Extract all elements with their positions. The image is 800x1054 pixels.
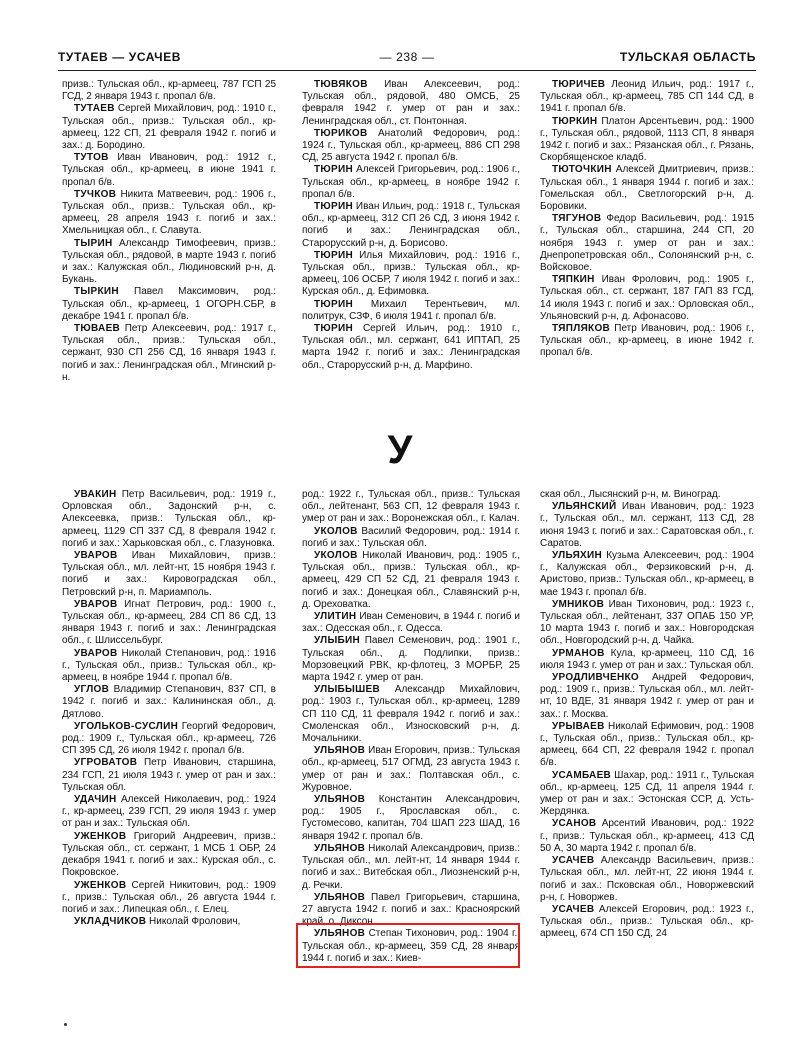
entry-details: Иван Иванович, род.: 1923 г., Тульская обл., мл. сержант, 113 СД, 28 июня 1943 г. погиб и зах.: Саратовская обл., г. Саратов. [540,501,754,549]
entry-details: Николай Ефимович, род.: 1908 г., Тульская обл., призв.: Тульская обл., кр-армеец, 664 СП, 22 февраля 1942 г. пропал б/в. [540,720,754,769]
entry-details: Василий Федорович, род.: 1914 г. погиб и зах.: Тульская обл. [302,525,520,549]
entry-surname: УКОЛОВ [314,550,358,562]
entry [540,489,754,501]
entry-surname: ТЮРКИН [552,115,598,127]
entry [62,648,276,685]
entry-details: Павел Григорьевич, старшина, 27 августа 1942 г. погиб и зах.: Красноярский край, о. Диксон. [302,891,520,928]
page-mark [64,1023,67,1026]
entry [62,79,276,103]
entry [302,684,520,745]
entry-surname: УМНИКОВ [552,598,605,610]
entry [62,599,276,648]
entry-details: Никита Матвеевич, род.: 1906 г., Тульская обл., призв.: Тульская обл., кр-армеец, 28 апреля 1943 г. погиб и зах.: Хмельницкая обл., г. Славута. [62,188,276,237]
entry [62,721,276,758]
entry [540,213,754,274]
entry-surname: ТЮРИН [314,323,353,335]
page-number: — 238 — [379,50,435,64]
entry-surname: УВАКИН [74,489,117,500]
entry-surname: ТЮРИКОВ [314,127,368,139]
page-header [58,50,756,72]
entry-surname: УЛЬЯНСКИЙ [552,501,617,513]
entry-details: Николай Степанович, род.: 1916 г., Тульская обл., призв.: Тульская обл., кр-армеец, в ноябре 1944 г. пропал б/в. [62,647,276,684]
entry-surname: УЖЕНКОВ [74,830,127,842]
entry-surname: УСАНОВ [552,818,597,830]
entry-details: Иван Михайлович, призв.: Тульская обл., мл. лейт-нт, 15 ноября 1943 г. погиб и зах.: Кировоградская обл., Петровский р-н, п. Мариамполь. [62,550,276,598]
entry-details: Кула, кр-армеец, 110 СД, 16 июля 1943 г. умер от ран и зах.: Тульская обл. [540,647,754,671]
entry [62,880,276,917]
entry-details: Павел Максимович, род.: Тульская обл., кр-армеец, 1 ОГОРН.СБР, в декабре 1941 г. пропал б/в. [62,286,277,322]
entry-details: Сергей Михайлович, род.: 1910 г., Тульская обл., призв.: Тульская обл., кр-армеец, 122 СП, 21 февраля 1942 г. погиб и зах.: д. Бородино. [62,103,277,152]
entry-details: Александр Тимофеевич, призв.: Тульская обл., рядовой, в марте 1943 г. погиб и зах.: Калужская обл., Людиновский р-н, д. Букань. [62,237,276,286]
entry-surname: ТЮВЯКОВ [314,79,368,90]
entry-details: Николай Фролович, [149,916,241,928]
highlight-box [296,923,520,968]
top-column-1 [62,79,276,384]
entry-surname: УВАРОВ [74,550,118,562]
entry-surname: УСАЧЕВ [552,855,595,867]
top-column-3 [540,79,754,360]
entry [302,79,520,128]
entry-surname: ТЮРИН [314,164,353,176]
entry [62,684,276,721]
entry [540,501,754,550]
entry [62,286,276,323]
entry [62,323,276,384]
entry [62,189,276,238]
entry-details: Николай Александрович, призв.: Тульская обл., мл. лейт-нт, 14 января 1944 г. погиб и зах.: Витебская обл., Лиозненский р-н, д. Речки. [302,842,520,891]
entry [302,745,520,794]
entry-surname: УРМАНОВ [552,647,605,659]
entry-surname: УГЛОВ [74,684,110,696]
entry-details: Александр Васильевич, призв.: Тульская обл., мл. лейт-нт, 22 июня 1944 г. погиб и зах.: Псковская обл., Новоржевский р-н, г. Новоржев. [540,855,754,903]
entry [302,250,520,299]
entry-details: Сергей Никитович, род.: 1909 г., призв.: Тульская обл., 26 августа 1944 г. погиб и зах.: Липецкая обл., г. Елец. [62,879,276,915]
entry-surname: УЛЬЯНОВ [314,928,366,940]
entry-surname: УЖЕНКОВ [74,879,127,891]
entry [540,599,754,648]
entry-surname: УЛЬЯНОВ [314,891,366,903]
entry-surname: ТЯПЛЯКОВ [552,323,611,335]
entry-surname: УРЫВАЕВ [552,720,605,732]
entry-details: Анатолий Федорович, род.: 1924 г., Тульская обл., кр-армеец, 886 СП 298 СД, 25 августа 1942 г. пропал б/в. [302,127,521,164]
entry [62,757,276,794]
entry-details: Петр Васильевич, род.: 1919 г., Орловская обл., Задонский р-н, с. Алексеевка, призв.: Тульская обл., кр-армеец, 1129 СП 337 СД, 8 февраля 1942 г. погиб и зах.: Харьковская обл., с. Глазуновка. [62,489,277,549]
entry [540,116,754,165]
entry-surname: УЛЫБЫШЕВ [314,684,380,696]
entry [540,770,754,819]
entry-surname: УГРОВАТОВ [74,757,138,769]
entry-details: Михаил Терентьевич, мл. политрук, СЗФ, 6 июля 1941 г. пропал б/в. [302,298,521,322]
entry-details: Арсентий Иванович, род.: 1922 г., призв.: Тульская обл., кр-армеец, 413 СД 50 А, 30 марта 1942 г. пропал б/в. [540,818,754,854]
entry-details: Андрей Федорович, род.: 1909 г., призв.: Тульская обл., мл. лейт-нт, 10 ВДЕ, 31 января 1942 г. умер от ран и зах.: г. Москва. [540,672,754,720]
entry [62,916,276,928]
entry-surname: УВАРОВ [74,647,118,659]
entry-details: Шахар, род.: 1911 г., Тульская обл., кр-армеец, 125 СД, 11 апреля 1944 г. умер от ран и зах.: Эстонская ССР, д. Усть-Жердянка. [540,769,754,818]
running-head-left: ТУТАЕВ — УСАЧЕВ [58,50,182,64]
entry-surname: УЛИТИН [314,611,357,623]
entry-details: Григорий Андреевич, призв.: Тульская обл., ст. сержант, 1 МСБ 1 ОБР, 24 декабря 1941 г. погиб и зах.: Курская обл., с. Покровское. [62,830,276,879]
entry [540,274,754,323]
entry-details: Илья Михайлович, род.: 1916 г., Тульская обл., призв.: Тульская обл., кр-армеец, 106 ОСБР, 7 июля 1942 г. погиб и зах.: Курская обл., д. Ефимовка. [302,249,521,298]
entry-details: призв.: Тульская обл., кр-армеец, 787 ГСП 25 ГСД, 2 января 1943 г. пропал б/в. [62,79,276,103]
entry-details: Иван Ильич, род.: 1918 г., Тульская обл., кр-армеец, 312 СП 26 СД, 3 июня 1942 г. погиб и зах.: Ленинградская обл., Старорусский р-н, д. Борисово. [302,201,520,249]
entry [302,489,520,526]
entry [62,238,276,287]
entry-details: Федор Васильевич, род.: 1915 г., Тульская обл., старшина, 244 СП, 20 ноября 1943 г. умер от ран и зах.: Днепропетровская обл., Солонянский р-н, с. Войсковое. [540,213,754,274]
entry-details: Алексей Григорьевич, род.: 1906 г., Тульская обл., кр-армеец, в ноябре 1942 г. пропал б/в. [302,164,520,200]
entry [540,648,754,672]
entry-surname: УДАЧИН [74,794,117,806]
header-rule [58,70,756,71]
entry-details: Георгий Федорович, род.: 1909 г., Тульская обл., кр-армеец, 726 СП 395 СД, 26 июля 1942 г. пропал б/в. [62,720,276,757]
entry-surname: ТЮРИЧЕВ [552,79,606,90]
section-letter: У [387,428,413,472]
entry-surname: УВАРОВ [74,598,118,610]
entry-details: Платон Арсентьевич, род.: 1900 г., Тульская обл., рядовой, 1113 СП, 8 января 1942 г. погиб и зах.: Рязанская обл., г. Рязань, Скорбященское кладб. [540,115,754,164]
entry [302,201,520,250]
entry-details: Иван Тихонович, род.: 1923 г., Тульская обл., лейтенант, 337 ОПАБ 150 УР, 10 марта 1943 г. погиб и зах.: Новгородская обл., Новгородский р-н, д. Чайка. [540,598,754,647]
entry-details: Алексей Егорович, род.: 1923 г., Тульская обл., призв.: Тульская обл., кр-армеец, 674 СП 150 СД, 24 [540,903,754,940]
running-head-right: ТУЛЬСКАЯ ОБЛАСТЬ [619,50,756,64]
entry-details: Степан Тихонович, род.: 1904 г., Тульская обл., кр-армеец, 359 СД, 28 января 1944 г. погиб и зах.: Киев- [302,928,520,964]
entry-surname: ТУЧКОВ [74,188,117,200]
entry [62,489,276,550]
entry [62,831,276,880]
entry-surname: УЛЬЯНОВ [314,794,366,806]
entry-surname: ТЮВАЕВ [74,323,121,335]
entry [540,323,754,360]
entry-details: Алексей Дмитриевич, призв.: Тульская обл., 1 января 1944 г. погиб и зах.: Гомельская обл., Светлогорский р-н, д. Боровики. [540,164,755,213]
entry-details: Иван Семенович, в 1944 г. погиб и зах.: Одесская обл., г. Одесса. [302,611,520,635]
entry [302,323,520,372]
entry-surname: УГОЛЬКОВ-СУСЛИН [74,720,179,732]
entry-surname: УКЛАДЧИКОВ [74,916,147,928]
entry [302,843,520,892]
entry-details: Петр Алексеевич, род.: 1917 г., Тульская обл., призв.: Тульская обл., сержант, 930 СП 256 СД, 16 января 1943 г. погиб и зах.: Ленинградская обл., Мгинский р-н. [62,323,277,383]
entry-surname: УЛЬЯНОВ [314,842,366,854]
entry [302,611,520,635]
entry-surname: УСАМБАЕВ [552,769,612,781]
entry [540,855,754,904]
entry-details: Иван Егорович, призв.: Тульская обл., кр-армеец, 517 ОГМД, 23 августа 1943 г. умер от ран и зах.: Полтавская обл., с. Журовное. [302,745,521,793]
bottom-column-2 [302,489,520,965]
entry-surname: ТЮРИН [314,201,353,213]
entry-surname: УЛЬЯХИН [552,550,603,562]
entry-details: Алексей Николаевич, род.: 1924 г., кр-армеец, 239 ГСП, 29 июля 1943 г. умер от ран и зах.: Тульская обл. [62,794,276,830]
entry-details: Константин Александрович, род.: 1905 г., Ярославская обл., с. Густомесово, капитан, 704 ШАП 223 ШАД, 16 января 1942 г. пропал б/в. [302,794,520,842]
entry-details: Леонид Ильич, род.: 1917 г., Тульская обл., кр-армеец, 785 СП 144 СД, в 1941 г. пропал б/в. [540,79,754,115]
entry-details: Иван Фролович, род.: 1905 г., Тульская обл., ст. сержант, 187 ГАП 83 ГСД, 14 июля 1943 г. погиб и зах.: Орловская обл., Ульяновский р-н, д. Афонасово. [540,274,754,322]
entry-surname: ТЮРИН [314,298,353,310]
entry [540,818,754,855]
entry-details: ская обл., Лысянский р-н, м. Виноград. [540,489,721,500]
entry-surname: УКОЛОВ [314,525,358,537]
entry-details: Николай Иванович, род.: 1905 г., Тульская обл., призв.: Тульская обл., кр-армеец, 429 СП 52 СД, 21 февраля 1943 г. погиб и зах.: Донецкая обл., Славянский р-н, д. Ореховатка. [302,550,520,610]
entry-details: Александр Михайлович, род.: 1903 г., Тульская обл., кр-армеец, 1289 СП 110 СД, 11 февраля 1942 г. погиб и зах.: Смоленская обл., Износковский р-н, д. Мочальники. [302,684,520,745]
bottom-column-1 [62,489,276,928]
entry [540,550,754,599]
entry-surname: ТЯГУНОВ [552,213,602,225]
entry [302,550,520,611]
entry-details: Павел Семенович, род.: 1901 г., Тульская обл., д. Подлипки, призв.: Морзовецкий РВК, кр-флотец, 3 МОРБР, 25 марта 1942 г. умер от ран. [302,635,521,684]
entry-surname: УЛЬЯНОВ [314,745,366,757]
entry [540,672,754,721]
entry [540,164,754,213]
entry-surname: ТУТОВ [74,152,109,164]
entry-details: Иван Иванович, род.: 1912 г., Тульская обл., кр-армеец, в июне 1941 г. пропал б/в. [62,152,277,188]
entry-details: Иван Алексеевич, род.: Тульская обл., рядовой, 480 ОМСБ, 25 февраля 1942 г. умер от ран и зах.: Ленинградская обл., ст. Понтонная. [302,79,521,127]
entry [540,79,754,116]
entry-surname: ТЫРКИН [74,286,119,298]
entry-surname: ТЮТОЧКИН [552,164,612,176]
entry [62,152,276,189]
entry [302,635,520,684]
entry-surname: ТУТАЕВ [74,103,115,115]
entry [302,526,520,550]
entry-details: род.: 1922 г., Тульская обл., призв.: Тульская обл., лейтенант, 563 СП, 12 февраля 1943 г. умер от ран и зах.: Воронежская обл., г. Калач. [302,489,520,525]
entry-details: Владимир Степанович, 837 СП, в 1942 г. погиб и зах.: Калининская обл., д. Дятлово. [62,684,276,720]
entry [62,794,276,831]
entry-surname: УРОДЛИВЧЕНКО [552,672,639,684]
entry-details: Петр Иванович, род.: 1906 г., Тульская обл., кр-армеец, в июне 1942 г. пропал б/в. [540,323,754,359]
entry [540,721,754,770]
entry-surname: ТЫРИН [74,237,113,249]
entry [62,103,276,152]
entry-surname: ТЯПКИН [552,274,595,286]
entry [302,299,520,323]
entry-surname: УСАЧЕВ [552,903,595,915]
entry [302,794,520,843]
entry [62,550,276,599]
top-column-2 [302,79,520,372]
entry-surname: УЛЫБИН [314,635,361,647]
entry [302,128,520,165]
bottom-column-3 [540,489,754,941]
entry [302,164,520,201]
entry [540,904,754,941]
entry-surname: ТЮРИН [314,249,353,261]
entry-details: Сергей Ильич, род.: 1910 г., Тульская обл., мл. сержант, 641 ИПТАП, 25 марта 1942 г. погиб и зах.: Ленинградская обл., Старорусский р-н, д. Марфино. [302,323,520,371]
entry-details: Кузьма Алексеевич, род.: 1904 г., Калужская обл., Ферзиковский р-н, д. Аристово, призв.: Тульская обл., кр-армеец, в мае 1943 г. пропал б/в. [540,550,754,598]
entry-details: Игнат Петрович, род.: 1900 г., Тульская обл., кр-армеец, 284 СП 86 СД, 13 января 1943 г. погиб и зах.: Ленинградская обл., г. Шлиссельбург. [62,598,276,647]
entry-details: Петр Иванович, старшина, 234 ГСП, 21 июля 1943 г. умер от ран и зах.: Тульская обл. [62,757,276,793]
